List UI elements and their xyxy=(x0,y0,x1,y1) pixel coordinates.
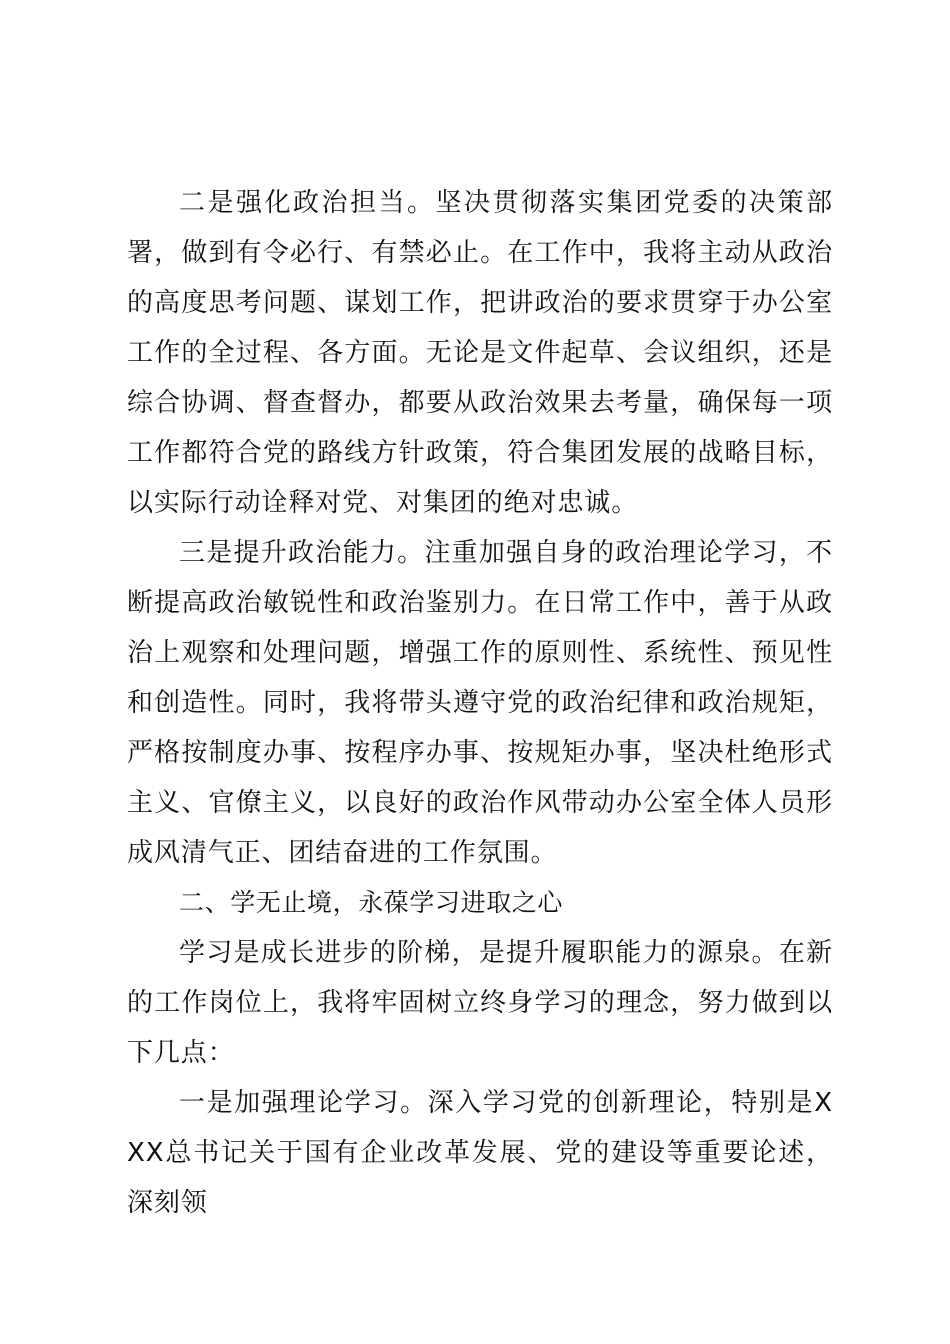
section-heading-learning: 二、学无止境，永葆学习进取之心 xyxy=(179,888,564,917)
paragraph-learning-intro: 学习是成长进步的阶梯，是提升履职能力的源泉。在新的工作岗位上，我将牢固树立终身学习的理念，努力做到以下几点： xyxy=(127,938,833,1068)
paragraph-political-responsibility: 二是强化政治担当。坚决贯彻落实集团党委的决策部署，做到有令必行、有禁必止。在工作中，我将主动从政治的高度思考问题、谋划工作，把讲政治的要求贯穿于办公室工作的全过程、各方面。无论是文件起草、会议组织，还是综合协调、督查督办，都要从政治效果去考量，确保每一项工作都符合党的路线方针政策，符合集团发展的战略目标，以实际行动诠释对党、对集团的绝对忠诚。 xyxy=(127,188,833,518)
paragraph-theory-study: 一是加强理论学习。深入学习党的创新理论，特别是XXX总书记关于国有企业改革发展、党的建设等重要论述，深刻领 xyxy=(127,1088,833,1218)
document-body xyxy=(127,178,833,1228)
paragraph-political-ability: 三是提升政治能力。注重加强自身的政治理论学习，不断提高政治敏锐性和政治鉴别力。在日常工作中，善于从政治上观察和处理问题，增强工作的原则性、系统性、预见性和创造性。同时，我将带头遵守党的政治纪律和政治规矩，严格按制度办事、按程序办事、按规矩办事，坚决杜绝形式主义、官僚主义，以良好的政治作风带动办公室全体人员形成风清气正、团结奋进的工作氛围。 xyxy=(127,538,833,868)
